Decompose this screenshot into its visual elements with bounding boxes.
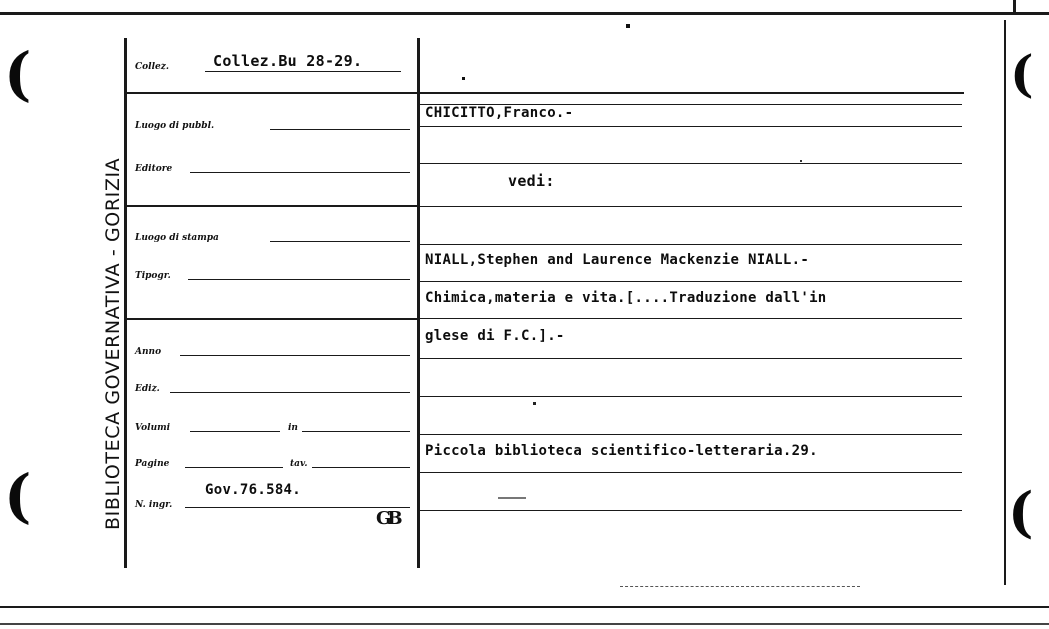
luogo-stampa-underline bbox=[270, 241, 410, 242]
editore-underline bbox=[190, 172, 410, 173]
heading-line: NIALL,Stephen and Laurence Mackenzie NIALL.- bbox=[425, 252, 810, 268]
right-rule-4 bbox=[420, 206, 962, 207]
right-rule-8 bbox=[420, 358, 962, 359]
volumi-label: Volumi bbox=[135, 423, 171, 433]
right-rule-12 bbox=[420, 510, 962, 511]
editore-label: Editore bbox=[135, 164, 173, 174]
right-rule-10 bbox=[420, 434, 962, 435]
tav-label: tav. bbox=[290, 459, 308, 469]
in-label: in bbox=[288, 423, 298, 433]
series-line: Piccola biblioteca scientifico-letteraria.29. bbox=[425, 443, 818, 459]
tav-underline bbox=[312, 467, 410, 468]
luogo-pubbl-underline bbox=[270, 129, 410, 130]
rule-below-collezione bbox=[126, 92, 964, 94]
title-line-2: glese di F.C.].- bbox=[425, 328, 565, 344]
ediz-label: Ediz. bbox=[135, 384, 160, 394]
luogo-stampa-label: Luogo di stampa bbox=[135, 233, 219, 243]
right-rule-5 bbox=[420, 244, 962, 245]
scan-dash bbox=[498, 497, 526, 499]
tipografia-label: Tipogr. bbox=[135, 271, 171, 281]
punch-hole-bottom: ( bbox=[4, 462, 32, 530]
author-reference: CHICITTO,Franco.- bbox=[425, 105, 574, 121]
rule-below-tipografia bbox=[126, 318, 418, 320]
pagine-underline bbox=[185, 467, 283, 468]
tipografia-underline bbox=[188, 279, 410, 280]
card-bottom-border bbox=[0, 606, 1049, 608]
middle-column-line bbox=[417, 38, 420, 568]
title-line-1: Chimica,materia e vita.[....Traduzione dall'in bbox=[425, 290, 827, 306]
collezione-value: Collez.Bu 28-29. bbox=[213, 52, 363, 70]
card-bottom-border-2 bbox=[0, 623, 1049, 625]
right-rule-2 bbox=[420, 126, 962, 127]
card-right-edge-top bbox=[1013, 0, 1016, 14]
punch-hole-right-top: ( bbox=[1010, 44, 1034, 103]
volumi-underline bbox=[190, 431, 280, 432]
initials-stamp: GB bbox=[376, 508, 399, 529]
scan-speck bbox=[462, 77, 465, 80]
in-underline bbox=[302, 431, 410, 432]
card-right-border bbox=[1004, 20, 1006, 585]
anno-label: Anno bbox=[135, 347, 162, 357]
n-ingr-label: N. ingr. bbox=[135, 500, 173, 510]
luogo-pubbl-label: Luogo di pubbl. bbox=[135, 121, 215, 131]
punch-hole-top: ( bbox=[4, 40, 32, 108]
anno-underline bbox=[180, 355, 410, 356]
pagine-label: Pagine bbox=[135, 459, 170, 469]
n-ingr-value: Gov.76.584. bbox=[205, 482, 302, 498]
right-rule-6 bbox=[420, 281, 962, 282]
left-column-line bbox=[124, 38, 127, 568]
collezione-underline bbox=[205, 71, 401, 72]
punch-hole-right-bottom: ( bbox=[1008, 480, 1034, 544]
scan-dash bbox=[620, 586, 860, 588]
vedi-text: vedi: bbox=[508, 172, 555, 190]
right-rule-9 bbox=[420, 396, 962, 397]
card-top-border bbox=[0, 12, 1049, 15]
scan-speck bbox=[800, 160, 802, 162]
institution-label: BIBLIOTECA GOVERNATIVA - GORIZIA bbox=[102, 157, 124, 530]
collezione-label: Collez. bbox=[135, 62, 169, 72]
right-rule-7 bbox=[420, 318, 962, 319]
right-rule-3 bbox=[420, 163, 962, 164]
rule-below-editore bbox=[126, 205, 418, 207]
ediz-underline bbox=[170, 392, 410, 393]
right-rule-11 bbox=[420, 472, 962, 473]
scan-speck bbox=[533, 402, 536, 405]
scan-speck bbox=[626, 24, 630, 28]
